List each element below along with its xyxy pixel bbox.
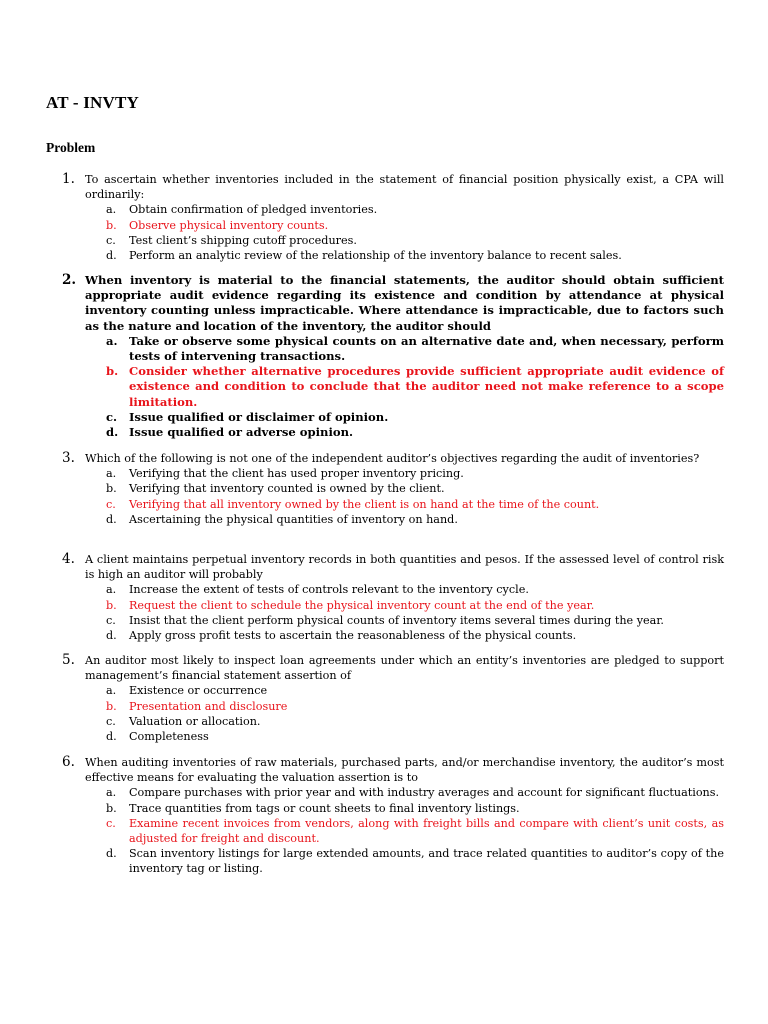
option-letter: b. [106, 482, 117, 496]
option-c-answer [106, 497, 724, 512]
question-number: 2. [62, 272, 77, 288]
question-2 [62, 273, 724, 440]
option-letter: a. [106, 333, 118, 348]
option-text: Perform an analytic review of the relationship of the inventory balance to recent sales. [129, 249, 622, 263]
option-a [106, 202, 724, 217]
option-b-answer [106, 364, 724, 410]
option-text: Existence or occurrence [129, 684, 268, 698]
option-text: Increase the extent of tests of controls relevant to the inventory cycle. [129, 583, 529, 597]
option-letter: d. [106, 847, 117, 861]
option-letter: b. [106, 801, 117, 815]
option-c [106, 410, 724, 425]
option-letter: c. [106, 816, 116, 830]
option-letter: c. [106, 233, 116, 247]
option-text: Ascertaining the physical quantities of inventory on hand. [129, 512, 458, 526]
option-a [106, 466, 724, 481]
option-letter: c. [106, 714, 116, 728]
question-text: To ascertain whether inventories included in the statement of financial position physically exist, a CPA will ordinarily: [85, 173, 724, 202]
option-letter: c. [106, 613, 116, 627]
option-d [106, 846, 724, 876]
option-text: Examine recent invoices from vendors, along with freight bills and compare with client’s unit costs, as adjusted for freight and discount. [129, 816, 724, 846]
option-text: Verifying that all inventory owned by the client is on hand at the time of the count. [129, 497, 600, 511]
question-text: When auditing inventories of raw materials, purchased parts, and/or merchandise inventory, the auditor’s most effective means for evaluating the valuation assertion is to [85, 756, 724, 785]
question-6 [62, 755, 724, 877]
question-text: When inventory is material to the financial statements, the auditor should obtain sufficient appropriate audit evidence regarding its existence and condition by attendance at physical inventory counting unless impracticable. Where attendance is impracticable, due to factors such as the nature and location of the inventory, the auditor should [85, 273, 724, 333]
option-letter: b. [106, 598, 117, 612]
question-number: 3. [62, 450, 75, 466]
options-list [62, 582, 724, 643]
option-letter: c. [106, 409, 118, 424]
option-a [106, 785, 724, 800]
options-list [62, 785, 724, 876]
option-c [106, 613, 724, 628]
option-a [106, 582, 724, 597]
option-letter: a. [106, 786, 117, 800]
options-list [62, 334, 724, 440]
option-text: Issue qualified or adverse opinion. [129, 425, 354, 440]
question-1 [62, 172, 724, 263]
option-letter: c. [106, 497, 116, 511]
option-text: Insist that the client perform physical counts of inventory items several times during the year. [129, 613, 664, 627]
option-letter: d. [106, 512, 117, 526]
question-text: A client maintains perpetual inventory records in both quantities and pesos. If the assessed level of control risk is high an auditor will probably [85, 553, 724, 582]
option-text: Verifying that the client has used proper inventory pricing. [129, 467, 464, 481]
option-d [106, 248, 724, 263]
option-letter: a. [106, 583, 117, 597]
question-4 [62, 552, 724, 643]
option-b-answer [106, 218, 724, 233]
option-c-answer [106, 816, 724, 846]
option-text: Completeness [129, 730, 209, 744]
option-text: Presentation and disclosure [129, 699, 288, 713]
options-list [62, 683, 724, 744]
option-text: Consider whether alternative procedures provide sufficient appropriate audit evidence of existence and condition to conclude that the auditor need not make reference to a scope limitation. [129, 364, 724, 409]
question-5 [62, 653, 724, 744]
section-heading: Problem [46, 140, 96, 155]
option-a [106, 683, 724, 698]
option-text: Obtain confirmation of pledged inventories. [129, 203, 378, 217]
option-letter: b. [106, 364, 119, 379]
option-letter: d. [106, 629, 117, 643]
option-d [106, 512, 724, 527]
option-text: Apply gross profit tests to ascertain the reasonableness of the physical counts. [129, 629, 577, 643]
question-number: 5. [62, 652, 75, 668]
question-number: 4. [62, 551, 75, 567]
option-letter: d. [106, 730, 117, 744]
question-number: 1. [62, 171, 75, 187]
option-text: Trace quantities from tags or count sheets to final inventory listings. [129, 801, 520, 815]
question-3 [62, 451, 724, 527]
option-text: Scan inventory listings for large extended amounts, and trace related quantities to auditor’s copy of the inventory tag or listing. [129, 847, 724, 876]
option-b [106, 801, 724, 816]
options-list [62, 202, 724, 263]
option-text: Compare purchases with prior year and with industry averages and account for significant fluctuations. [129, 786, 720, 800]
option-letter: d. [106, 425, 119, 440]
option-a [106, 334, 724, 364]
option-text: Valuation or allocation. [129, 714, 261, 728]
option-letter: a. [106, 203, 117, 217]
option-text: Verifying that inventory counted is owned by the client. [129, 482, 445, 496]
option-b [106, 481, 724, 496]
option-letter: a. [106, 684, 117, 698]
options-list [62, 466, 724, 527]
option-letter: a. [106, 467, 117, 481]
question-text: An auditor most likely to inspect loan agreements under which an entity’s inventories are pledged to support management’s financial statement assertion of [85, 654, 724, 683]
option-d [106, 628, 724, 643]
question-number: 6. [62, 754, 75, 770]
option-text: Test client’s shipping cutoff procedures. [129, 233, 357, 247]
option-text: Observe physical inventory counts. [129, 218, 329, 232]
question-text: Which of the following is not one of the independent auditor’s objectives regarding the audit of inventories? [85, 452, 700, 465]
option-text: Take or observe some physical counts on an alternative date and, when necessary, perform tests of intervening transactions. [129, 333, 724, 364]
document-title: AT - INVTY [46, 93, 139, 112]
option-letter: b. [106, 699, 117, 713]
option-b-answer [106, 699, 724, 714]
option-c [106, 714, 724, 729]
option-letter: d. [106, 249, 117, 263]
option-d [106, 729, 724, 744]
option-text: Request the client to schedule the physical inventory count at the end of the year. [129, 598, 595, 612]
option-c [106, 233, 724, 248]
option-d [106, 425, 724, 440]
option-text: Issue qualified or disclaimer of opinion. [129, 409, 389, 424]
option-letter: b. [106, 218, 117, 232]
option-b-answer [106, 598, 724, 613]
